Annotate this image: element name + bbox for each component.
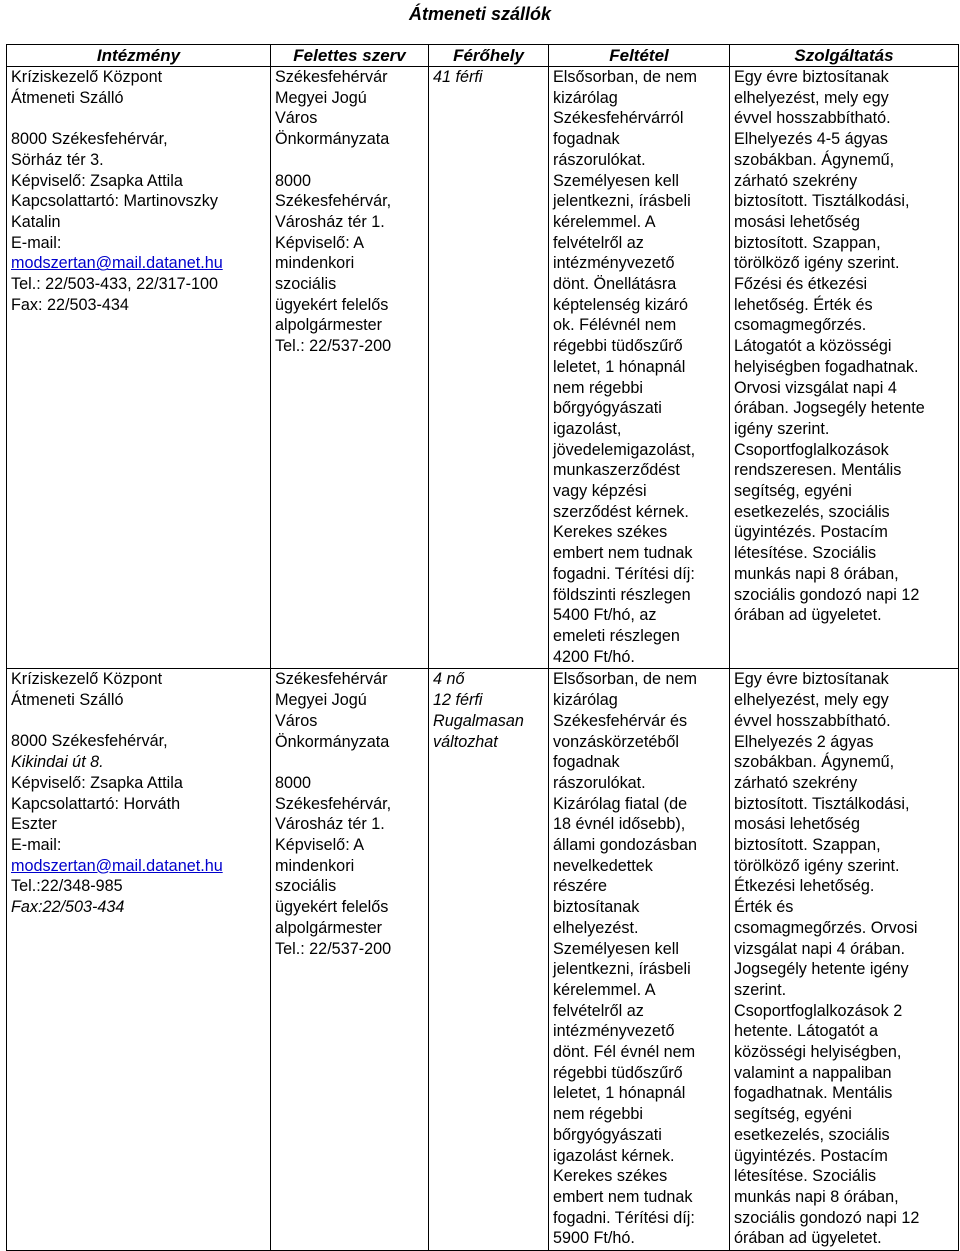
supervisor-cell — [271, 669, 429, 1251]
condition-text: kizárólag — [553, 691, 618, 710]
table-row — [7, 67, 959, 669]
supervisor-detail: Székesfehérvár, — [275, 794, 392, 813]
condition-text: Kizárólag fiatal (de — [553, 794, 688, 813]
header-institution: Intézmény — [7, 45, 271, 67]
service-text: évvel hosszabbítható. — [734, 109, 891, 128]
condition-text: 4200 Ft/hó. — [553, 647, 635, 666]
institution-contact: Kapcsolattartó: Martinovszky — [11, 192, 218, 211]
condition-text: Elsősorban, de nem — [553, 670, 697, 689]
service-text: Elhelyezés 4-5 ágyas — [734, 130, 888, 149]
service-text: csomagmegőrzés. Orvosi — [734, 918, 918, 937]
condition-cell — [549, 669, 730, 1251]
institution-address: 8000 Székesfehérvár, — [11, 130, 168, 149]
service-text: biztosított. Tisztálkodási, — [734, 192, 910, 211]
condition-text: fogadnak — [553, 130, 620, 149]
service-text: esetkezelés, szociális — [734, 502, 890, 521]
condition-text: dönt. Fél évnél nem — [553, 1043, 696, 1062]
condition-text: szerződést kérnek. — [553, 502, 689, 521]
service-text: órában. Jogsegély hetente — [734, 399, 925, 418]
condition-text: igazolást kérnek. — [553, 1146, 675, 1165]
institution-cell — [7, 67, 271, 669]
supervisor-detail: mindenkori — [275, 254, 355, 273]
condition-text: régebbi tüdőszűrő — [553, 1063, 683, 1082]
email-link[interactable]: modszertan@mail.datanet.hu — [11, 856, 223, 875]
email-label: E-mail: — [11, 836, 62, 854]
condition-text: Kerekes székes — [553, 1167, 668, 1186]
condition-text: munkaszerződést — [553, 461, 680, 480]
condition-text: vagy képzési — [553, 482, 647, 501]
service-text: évvel hosszabbítható. — [734, 711, 891, 730]
service-text: biztosított. Tisztálkodási, — [734, 794, 910, 813]
institution-name: Kríziskezelő Központ — [11, 670, 163, 689]
condition-text: felvételről az — [553, 233, 644, 252]
table-header-row — [7, 45, 959, 67]
service-text: ügyintézés. Postacím — [734, 523, 888, 542]
header-capacity: Férőhely — [429, 45, 549, 67]
service-text: létesítése. Szociális — [734, 544, 877, 563]
institution-contact: Katalin — [11, 212, 61, 231]
service-text: vizsgálat napi 4 órában. — [734, 939, 905, 958]
capacity-cell — [429, 67, 549, 669]
service-text: szobákban. Ágynemű, — [734, 753, 895, 772]
service-text: segítség, egyéni — [734, 1105, 852, 1124]
service-text: ügyintézés. Postacím — [734, 1146, 888, 1165]
supervisor-detail: Városház tér 1. — [275, 815, 385, 834]
service-text: Orvosi vizsgálat napi 4 — [734, 378, 897, 397]
phone-number: Tel.:22/348-985 — [11, 877, 123, 896]
service-text: fogadhatnak. Mentális — [734, 1084, 893, 1103]
service-text: órában ad ügyeletet. — [734, 1229, 882, 1248]
institution-representative: Képviselő: Zsapka Attila — [11, 171, 183, 190]
service-text: Látogatót a közösségi — [734, 337, 892, 356]
capacity-value: 4 nő — [433, 670, 465, 689]
supervisor-name: Székesfehérvár — [275, 670, 388, 689]
condition-text: intézményvezető — [553, 1022, 675, 1041]
capacity-value: változhat — [433, 732, 498, 751]
service-text: Csoportfoglalkozások — [734, 440, 889, 459]
condition-text: embert nem tudnak — [553, 544, 693, 563]
condition-text: ok. Félévnél nem — [553, 316, 677, 335]
supervisor-detail: szociális — [275, 877, 337, 896]
page-title: Átmeneti szállók — [408, 4, 552, 24]
supervisor-name: Város — [275, 711, 318, 730]
condition-text: kérelemmel. A — [553, 212, 656, 231]
supervisor-detail: szociális — [275, 275, 337, 294]
service-text: Étkezési lehetőség. — [734, 877, 875, 896]
condition-text: fogadnak — [553, 753, 620, 772]
condition-text: Személyesen kell — [553, 171, 679, 190]
supervisor-detail: Képviselő: A — [275, 836, 365, 854]
supervisor-name: Önkormányzata — [275, 732, 390, 751]
supervisor-name: Székesfehérvár — [275, 68, 388, 86]
blank-line — [275, 150, 424, 171]
header-condition: Feltétel — [549, 45, 730, 67]
service-text: zárható szekrény — [734, 773, 858, 792]
institution-name: Kríziskezelő Központ — [11, 68, 163, 86]
condition-text: fogadni. Térítési díj: — [553, 1208, 695, 1227]
condition-text: intézményvezető — [553, 254, 675, 273]
service-text: rendszeresen. Mentális — [734, 461, 902, 480]
blank-line — [11, 108, 266, 129]
fax-number: Fax: 22/503-434 — [11, 295, 129, 314]
service-text: órában ad ügyeletet. — [734, 606, 882, 625]
service-text: biztosított. Szappan, — [734, 233, 881, 252]
service-text: Jogsegély hetente igény — [734, 960, 909, 979]
institution-cell — [7, 669, 271, 1251]
condition-text: fogadni. Térítési díj: — [553, 564, 695, 583]
condition-text: 18 évnél idősebb), — [553, 815, 686, 834]
service-text: valamint a nappaliban — [734, 1063, 892, 1082]
condition-text: nem régebbi — [553, 1105, 643, 1124]
capacity-value: 12 férfi — [433, 691, 483, 710]
condition-text: nevelkedettek — [553, 856, 653, 875]
service-text: szerint. — [734, 980, 787, 999]
supervisor-detail: ügyekért felelős — [275, 295, 389, 314]
service-text: mosási lehetőség — [734, 212, 860, 231]
shelter-table — [6, 44, 959, 1251]
service-text: szobákban. Ágynemű, — [734, 150, 895, 169]
service-text: esetkezelés, szociális — [734, 1125, 890, 1144]
service-text: Egy évre biztosítanak — [734, 68, 889, 86]
email-link[interactable]: modszertan@mail.datanet.hu — [11, 254, 223, 273]
service-text: létesítése. Szociális — [734, 1167, 877, 1186]
header-service: Szolgáltatás — [730, 45, 959, 67]
condition-text: részére — [553, 877, 607, 896]
supervisor-detail: Városház tér 1. — [275, 212, 385, 231]
service-text: Csoportfoglalkozások 2 — [734, 1001, 903, 1020]
institution-address: Sörház tér 3. — [11, 150, 104, 169]
condition-text: vonzáskörzetéből — [553, 732, 679, 751]
service-text: Elhelyezés 2 ágyas — [734, 732, 874, 751]
condition-text: rászorulókat. — [553, 773, 646, 792]
service-text: szociális gondozó napi 12 — [734, 1208, 920, 1227]
condition-text: embert nem tudnak — [553, 1187, 693, 1206]
institution-contact: Kapcsolattartó: Horváth — [11, 794, 181, 813]
supervisor-name: Megyei Jogú — [275, 691, 367, 710]
service-cell — [730, 669, 959, 1251]
email-label: E-mail: — [11, 233, 62, 252]
supervisor-detail: mindenkori — [275, 856, 355, 875]
service-text: törölköző igény szerint. — [734, 856, 900, 875]
condition-text: felvételről az — [553, 1001, 644, 1020]
supervisor-name: Város — [275, 109, 318, 128]
service-text: biztosított. Szappan, — [734, 836, 881, 855]
condition-text: jelentkezni, írásbeli — [553, 192, 691, 211]
condition-text: biztosítanak — [553, 898, 640, 917]
service-text: segítség, egyéni — [734, 482, 852, 501]
table-row — [7, 669, 959, 1251]
condition-text: földszinti részlegen — [553, 585, 691, 604]
condition-cell — [549, 67, 730, 669]
institution-name: Átmeneti Szálló — [11, 691, 124, 710]
condition-text: állami gondozásban — [553, 836, 697, 855]
service-cell — [730, 67, 959, 669]
condition-text: bőrgyógyászati — [553, 1125, 662, 1144]
condition-text: Személyesen kell — [553, 939, 679, 958]
service-text: lehetőség. Érték és — [734, 295, 873, 314]
supervisor-detail: alpolgármester — [275, 316, 383, 335]
condition-text: jövedelemigazolást, — [553, 440, 696, 459]
capacity-value: 41 férfi — [433, 68, 483, 86]
condition-text: jelentkezni, írásbeli — [553, 960, 691, 979]
blank-line — [11, 711, 266, 732]
institution-representative: Képviselő: Zsapka Attila — [11, 773, 183, 792]
capacity-cell — [429, 669, 549, 1251]
service-text: Érték és — [734, 898, 794, 917]
service-text: elhelyezést, mely egy — [734, 691, 889, 710]
condition-text: elhelyezést. — [553, 918, 639, 937]
service-text: Egy évre biztosítanak — [734, 670, 889, 689]
supervisor-name: Megyei Jogú — [275, 88, 367, 107]
supervisor-detail: 8000 — [275, 773, 312, 792]
institution-address: Kikindai út 8. — [11, 753, 104, 772]
condition-text: rászorulókat. — [553, 150, 646, 169]
service-text: munkás napi 8 órában, — [734, 1187, 899, 1206]
condition-text: 5400 Ft/hó, az — [553, 606, 657, 625]
service-text: munkás napi 8 órában, — [734, 564, 899, 583]
condition-text: Székesfehérvárról — [553, 109, 684, 128]
phone-number: Tel.: 22/503-433, 22/317-100 — [11, 275, 218, 294]
service-text: helyiségben fogadhatnak. — [734, 357, 919, 376]
service-text: hetente. Látogatót a — [734, 1022, 879, 1041]
supervisor-detail: 8000 — [275, 171, 312, 190]
service-text: törölköző igény szerint. — [734, 254, 900, 273]
blank-line — [275, 752, 424, 773]
condition-text: kizárólag — [553, 88, 618, 107]
condition-text: emeleti részlegen — [553, 626, 680, 645]
supervisor-detail: Képviselő: A — [275, 233, 365, 252]
condition-text: Székesfehérvár és — [553, 711, 688, 730]
service-text: Főzési és étkezési — [734, 275, 868, 294]
fax-number: Fax:22/503-434 — [11, 898, 125, 917]
condition-text: leletet, 1 hónapnál — [553, 1084, 686, 1103]
condition-text: dönt. Önellátásra — [553, 275, 677, 294]
supervisor-detail: Tel.: 22/537-200 — [275, 939, 392, 958]
capacity-value: Rugalmasan — [433, 711, 524, 730]
supervisor-cell — [271, 67, 429, 669]
supervisor-name: Önkormányzata — [275, 130, 390, 149]
service-text: igény szerint. — [734, 419, 830, 438]
condition-text: 5900 Ft/hó. — [553, 1229, 635, 1248]
institution-address: 8000 Székesfehérvár, — [11, 732, 168, 751]
supervisor-detail: alpolgármester — [275, 918, 383, 937]
condition-text: kérelemmel. A — [553, 980, 656, 999]
condition-text: régebbi tüdőszűrő — [553, 337, 683, 356]
institution-name: Átmeneti Szálló — [11, 88, 124, 107]
institution-contact: Eszter — [11, 815, 57, 834]
supervisor-detail: ügyekért felelős — [275, 898, 389, 917]
service-text: csomagmegőrzés. — [734, 316, 867, 335]
condition-text: képtelenség kizáró — [553, 295, 688, 314]
condition-text: Kerekes székes — [553, 523, 668, 542]
service-text: elhelyezést, mely egy — [734, 88, 889, 107]
supervisor-detail: Tel.: 22/537-200 — [275, 337, 392, 356]
service-text: szociális gondozó napi 12 — [734, 585, 920, 604]
condition-text: igazolást, — [553, 419, 622, 438]
header-supervisor: Felettes szerv — [271, 45, 429, 67]
condition-text: nem régebbi — [553, 378, 643, 397]
condition-text: bőrgyógyászati — [553, 399, 662, 418]
service-text: közösségi helyiségben, — [734, 1043, 902, 1062]
service-text: zárható szekrény — [734, 171, 858, 190]
condition-text: leletet, 1 hónapnál — [553, 357, 686, 376]
supervisor-detail: Székesfehérvár, — [275, 192, 392, 211]
service-text: mosási lehetőség — [734, 815, 860, 834]
condition-text: Elsősorban, de nem — [553, 68, 697, 86]
